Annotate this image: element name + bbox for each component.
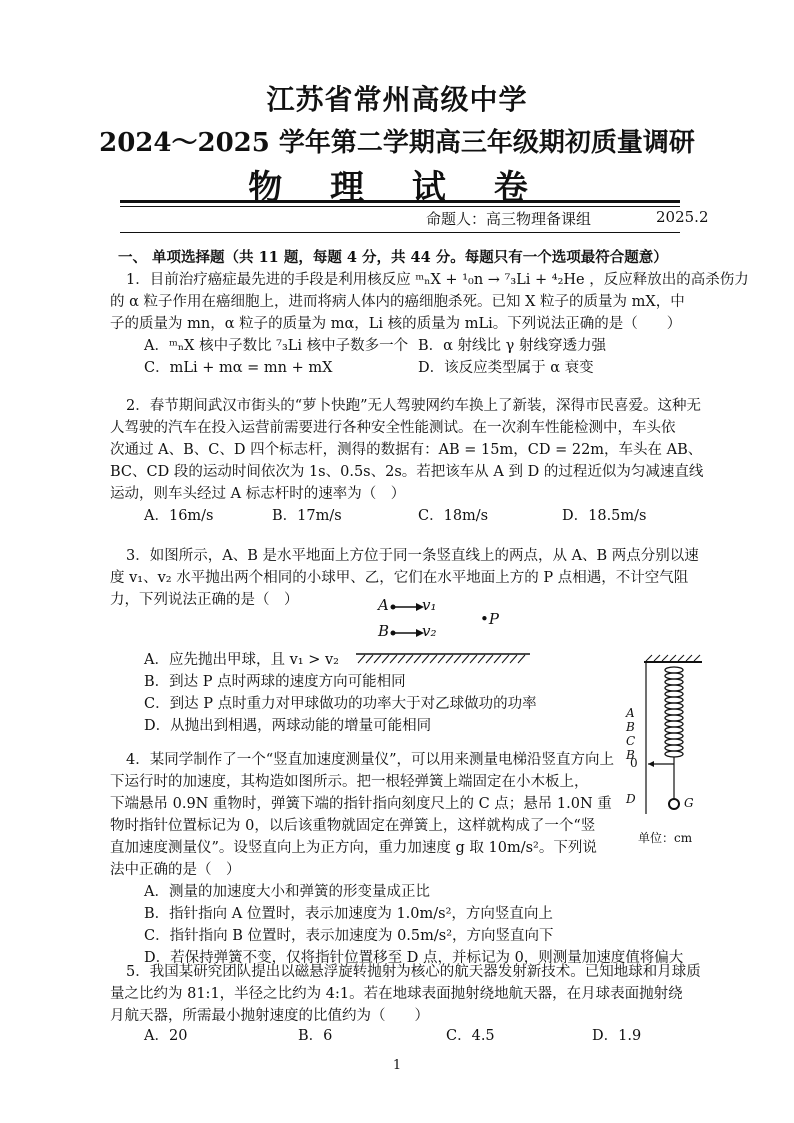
q4-mark-b-lower: B (626, 748, 635, 762)
q2-option-d: D．18.5m/s (562, 508, 647, 524)
q4-mark-c: C (626, 734, 636, 748)
q4-mark-zero: 0 (630, 756, 638, 770)
q4-option-c: C．指针指向 B 位置时，表示加速度为 0.5m/s²，方向竖直向下 (144, 928, 554, 944)
q4-line-1: 4．某同学制作了一个“竖直加速度测量仪”，可以用来测量电梯沿竖直方向上 (126, 752, 615, 768)
q3-line-3: 力，下列说法正确的是（ ） (110, 592, 299, 608)
q4-option-a: A．测量的加速度大小和弹簧的形变量成正比 (144, 884, 430, 900)
q3-option-a: A．应先抛出甲球，且 v₁ > v₂ (144, 652, 339, 668)
q2-line-2: 人驾驶的汽车在投入运营前需要进行各种安全性能测试。在一次刹车性能检测中，车头依 (110, 420, 676, 436)
q5-line-2: 量之比约为 81:1，半径之比约为 4:1。若在地球表面抛射绕地航天器，在月球表面抛射绕 (110, 986, 683, 1002)
q2-option-b: B．17m/s (272, 508, 342, 524)
page-number: 1 (392, 1058, 402, 1073)
q3-point-p: •P (480, 610, 499, 628)
q4-option-b: B．指针指向 A 位置时，表示加速度为 1.0m/s²，方向竖直向上 (144, 906, 553, 922)
q2-line-1: 2．春节期间武汉市街头的“萝卜快跑”无人驾驶网约车换上了新装，深得市民喜爱。这种无 (126, 398, 702, 414)
q3-label-v2: v₂ (422, 622, 437, 640)
q4-line-3: 下端悬吊 0.9N 重物时，弹簧下端的指针指向刻度尺上的 C 点；悬吊 1.0N 重 (110, 796, 612, 812)
q4-mark-d: D (626, 792, 636, 806)
q4-line-5: 直加速度测量仪”。设竖直向上为正方向，重力加速度 g 取 10m/s²。下列说 (110, 840, 597, 856)
q3-line-1: 3．如图所示，A、B 是水平地面上方位于同一条竖直线上的两点，从 A、B 两点分别以速 (126, 548, 699, 564)
q3-point-a: A (378, 596, 389, 614)
q5-option-c: C．4.5 (446, 1028, 495, 1044)
q2-option-c: C．18m/s (418, 508, 489, 524)
q1-option-a: A．ᵐₙX 核中子数比 ⁷₃Li 核中子数多一个 (144, 338, 409, 354)
q1-line-1: 1．目前治疗癌症最先进的手段是利用核反应 ᵐₙX + ¹₀n → ⁷₃Li + ⁴₂He ，反应释放出的高杀伤力 (126, 272, 749, 288)
q4-weight-g: G (684, 796, 694, 810)
header-rule-thick (120, 200, 680, 203)
q3-option-d: D．从抛出到相遇，两球动能的增量可能相同 (144, 718, 432, 734)
q5-option-b: B．6 (298, 1028, 333, 1044)
q5-option-a: A．20 (144, 1028, 188, 1044)
q1-option-c: C．mLi + mα = mn + mX (144, 360, 333, 376)
section-title: 一、 单项选择题（共 11 题，每题 4 分，共 44 分。每题只有一个选项最符合题意） (118, 249, 668, 266)
q3-arrow-v2 (390, 626, 424, 640)
exam-title: 2024～2025 学年第二学期高三年级期初质量调研 (99, 128, 695, 158)
byline-rule (120, 232, 680, 233)
q2-line-5: 运动，则车头经过 A 标志杆时的速率为（ ） (110, 486, 406, 502)
q4-spring-diagram (636, 654, 708, 824)
q4-mark-b: B (626, 720, 635, 734)
header-rule-thin (120, 206, 680, 207)
q1-line-2: 的 α 粒子作用在癌细胞上，进而将病人体内的癌细胞杀死。已知 X 粒子的质量为 mX，中 (110, 294, 685, 310)
q1-line-3: 子的质量为 mn，α 粒子的质量为 mα，Li 核的质量为 mLi。下列说法正确的是（ ） (110, 316, 682, 332)
school-name: 江苏省常州高级中学 (266, 83, 528, 116)
q3-point-b: B (378, 622, 390, 640)
q1-option-d: D．该反应类型属于 α 衰变 (418, 360, 594, 376)
q5-option-d: D．1.9 (592, 1028, 642, 1044)
q4-option-d: D．若保持弹簧不变，仅将指针位置移至 D 点，并标记为 0，则测量加速度值将偏大 (144, 950, 684, 966)
exam-date: 2025.2 (656, 208, 709, 226)
q2-line-3: 次通过 A、B、C、D 四个标志杆，测得的数据有：AB = 15m，CD = 22m，车头在 AB、 (110, 442, 703, 458)
q3-label-v1: v₁ (422, 596, 437, 614)
q4-line-6: 法中正确的是（ ） (110, 862, 241, 878)
q3-ground (356, 652, 530, 664)
q1-option-b: B．α 射线比 γ 射线穿透力强 (418, 338, 606, 354)
q4-mark-a: A (626, 706, 635, 720)
q5-line-3: 月航天器，所需最小抛射速度的比值约为（ ） (110, 1008, 429, 1024)
q4-line-4: 物时指针位置标记为 0，以后该重物就固定在弹簧上，这样就构成了一个“竖 (110, 818, 596, 834)
q2-option-a: A．16m/s (144, 508, 214, 524)
q2-line-4: BC、CD 段的运动时间依次为 1s、0.5s、2s。若把该车从 A 到 D 的过程近似为匀减速直线 (110, 464, 704, 480)
q3-line-2: 度 v₁、v₂ 水平抛出两个相同的小球甲、乙，它们在水平地面上方的 P 点相遇，不计空气阻 (110, 570, 689, 586)
q5-line-1: 5．我国某研究团队提出以磁悬浮旋转抛射为核心的航天器发射新技术。已知地球和月球质 (126, 964, 701, 980)
q3-option-c: C．到达 P 点时重力对甲球做功的功率大于对乙球做功的功率 (144, 696, 537, 712)
q4-unit: 单位：cm (638, 831, 693, 845)
setter: 命题人：高三物理备课组 (426, 210, 592, 228)
q4-line-2: 下运行时的加速度，其构造如图所示。把一根轻弹簧上端固定在小木板上， (110, 774, 589, 790)
paper-title: 物 理 试 卷 (248, 168, 546, 208)
q3-option-b: B．到达 P 点时两球的速度方向可能相同 (144, 674, 406, 690)
q3-arrow-v1 (390, 600, 424, 614)
